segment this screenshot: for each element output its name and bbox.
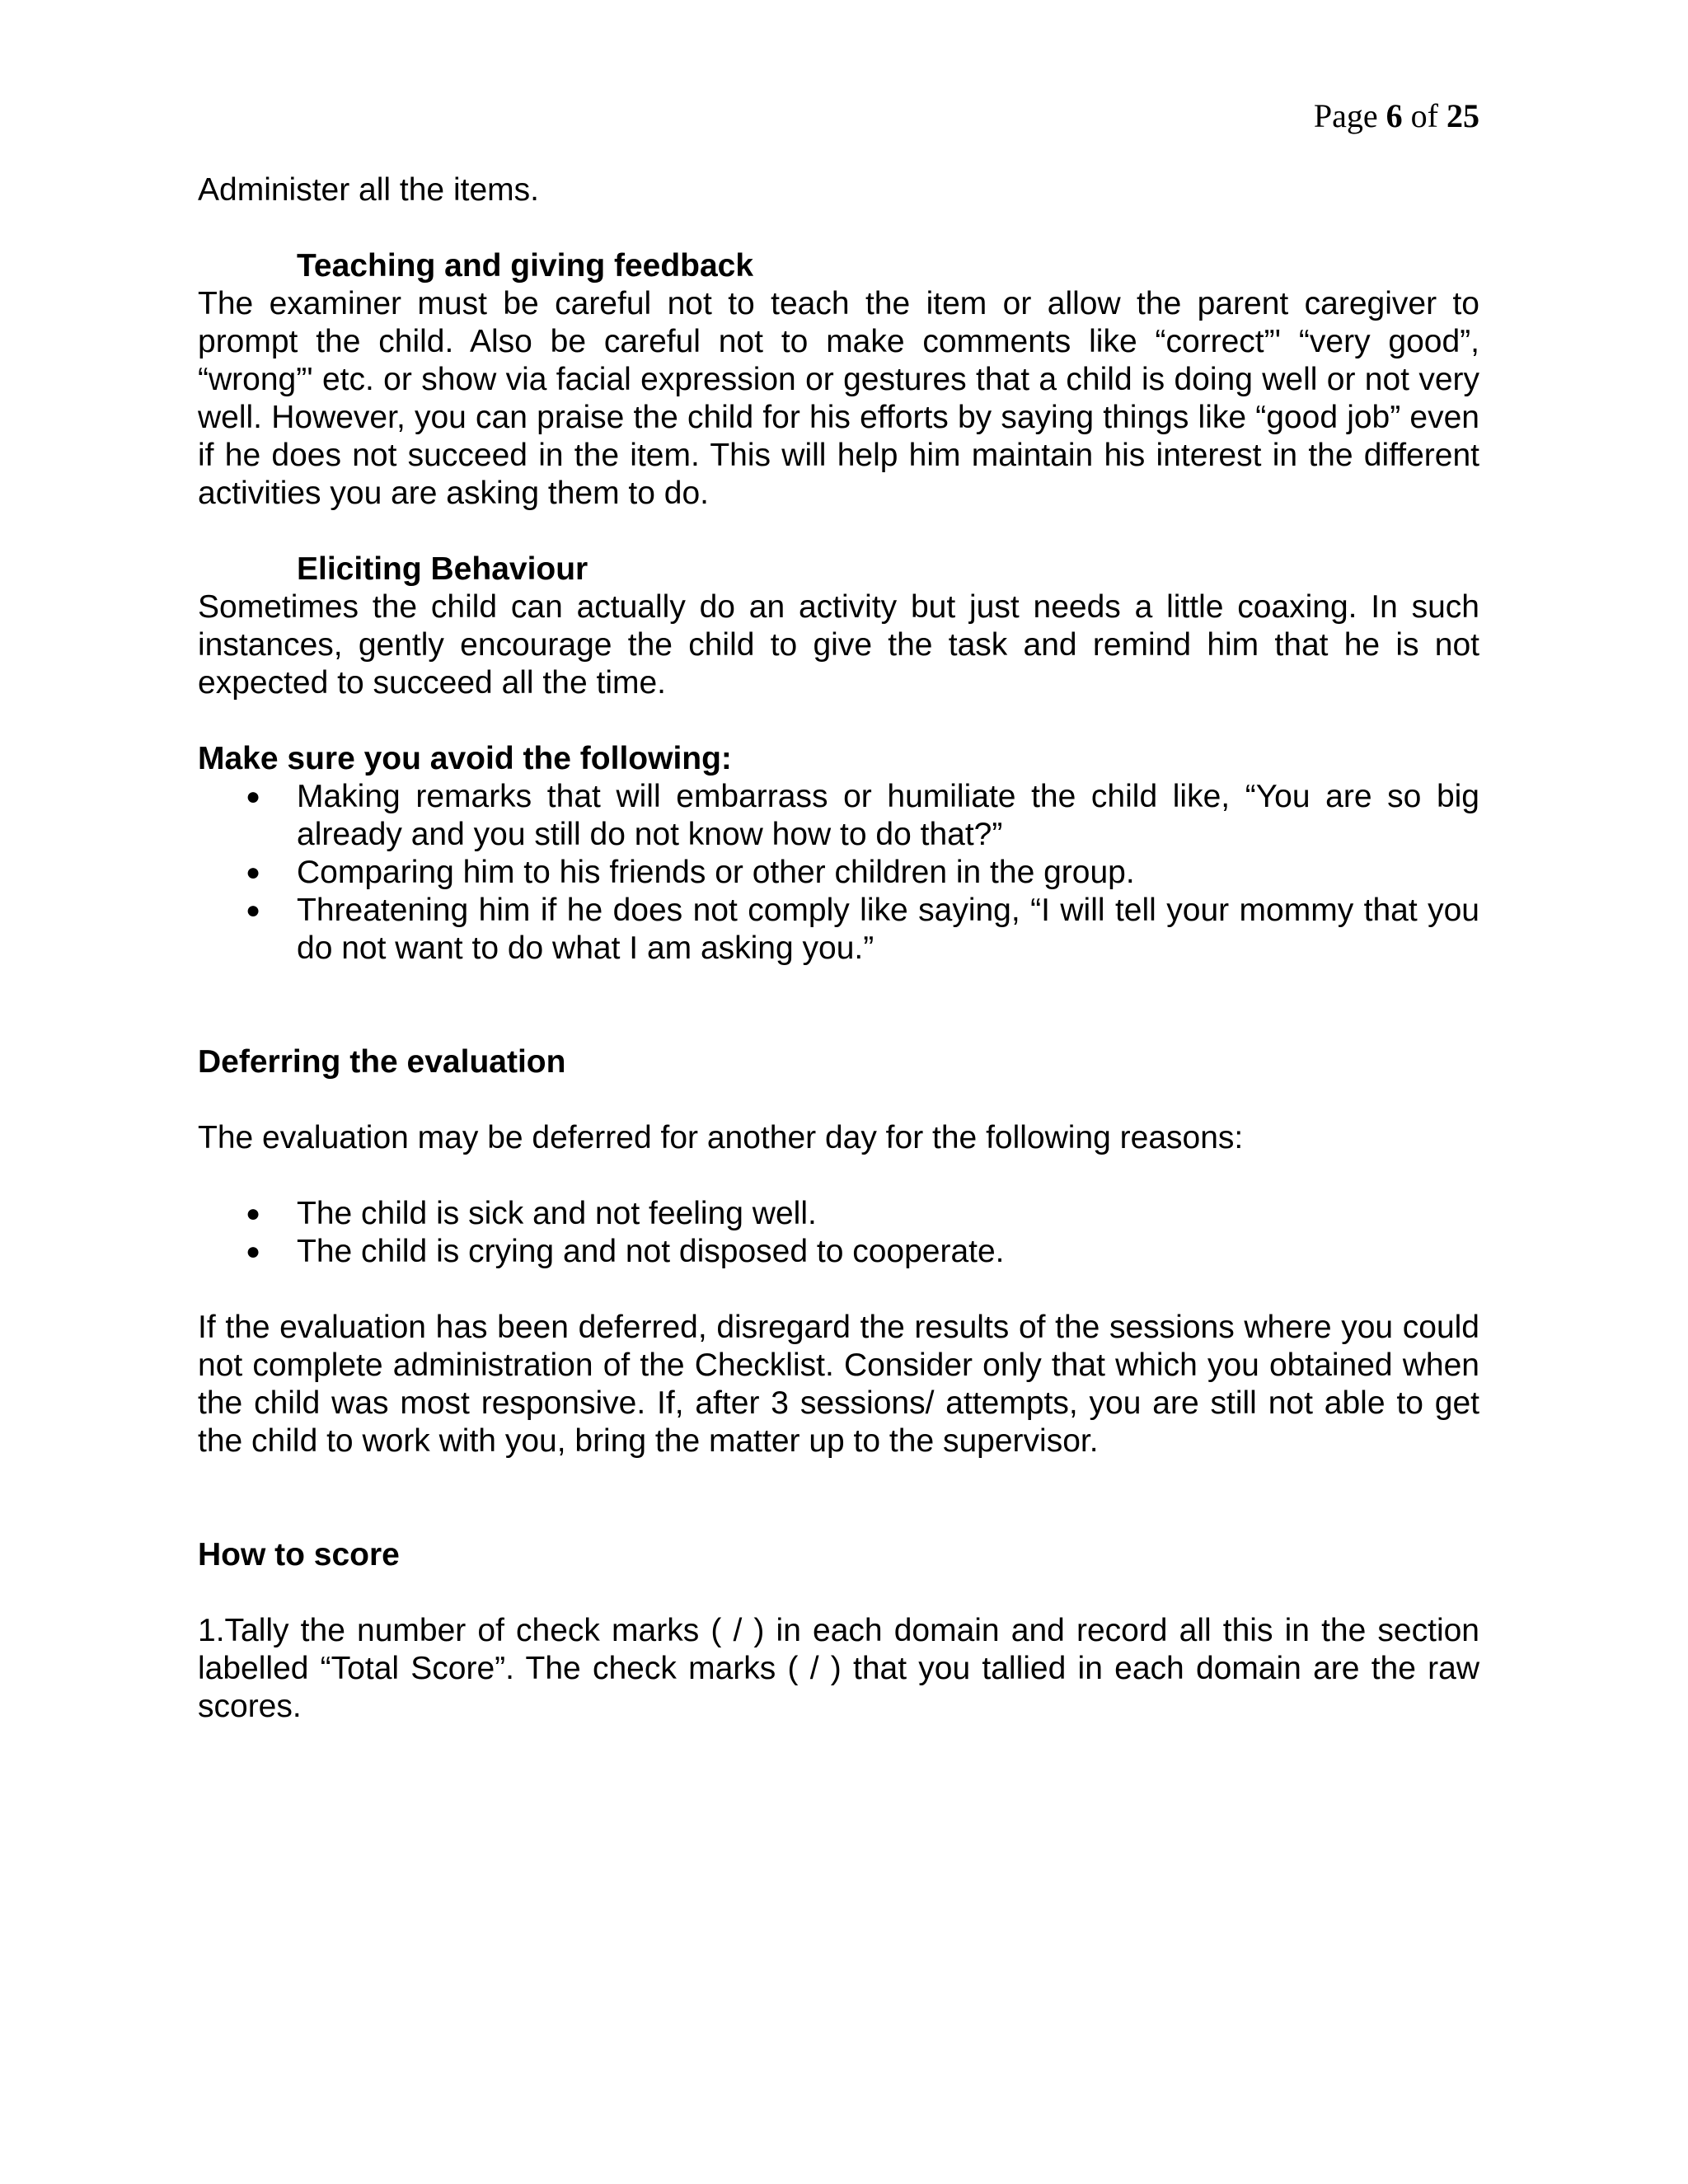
scoring-heading: How to score (198, 1537, 400, 1572)
teaching-heading: Teaching and giving feedback (297, 248, 754, 284)
bullet-icon: ● (246, 783, 261, 810)
list-item-text: The child is sick and not feeling well. (297, 1196, 817, 1231)
deferring-intro: The evaluation may be deferred for another day for the following reasons: (198, 1120, 1244, 1155)
list-item-text: The child is crying and not disposed to cooperate. (297, 1234, 1005, 1269)
bullet-icon: ● (246, 1238, 261, 1265)
deferring-list (198, 1195, 1479, 1271)
list-item (198, 854, 1479, 892)
eliciting-paragraph: Sometimes the child can actually do an activity but just needs a little coaxing. In such instances, gently encourage the child to give the task and remind him that he is not expected to succeed all the time. (198, 589, 1479, 701)
bullet-icon: ● (246, 859, 261, 886)
deferring-paragraph: If the evaluation has been deferred, disregard the results of the sessions where you could not complete administration of the Checklist. Consider only that which you obtained when the child was most responsive. If, after 3 sessions/ attempts, you are still not able to get the child to work with you, bring the matter up to the supervisor. (198, 1310, 1479, 1459)
page-number: 6 (1386, 97, 1403, 134)
scoring-paragraph: 1.Tally the number of check marks ( / ) in each domain and record all this in the section labelled “Total Score”. The check marks ( / ) that you tallied in each domain are the raw scores. (198, 1613, 1479, 1724)
list-item (198, 1233, 1479, 1271)
list-item-text: Making remarks that will embarrass or humiliate the child like, “You are so big already and you still do not know how to do that?” (297, 779, 1479, 852)
deferring-heading: Deferring the evaluation (198, 1044, 566, 1080)
page-of: of (1410, 97, 1438, 134)
page-total: 25 (1447, 97, 1479, 134)
list-item (198, 1195, 1479, 1233)
list-item-text: Threatening him if he does not comply like saying, “I will tell your mommy that you do not want to do what I am asking you.” (297, 893, 1479, 966)
avoid-heading: Make sure you avoid the following: (198, 741, 732, 776)
page-number-header (1314, 95, 1479, 138)
bullet-icon: ● (246, 897, 261, 924)
intro-paragraph: Administer all the items. (198, 172, 539, 208)
list-item-text: Comparing him to his friends or other children in the group. (297, 855, 1135, 890)
eliciting-heading: Eliciting Behaviour (297, 551, 588, 587)
teaching-paragraph: The examiner must be careful not to teach the item or allow the parent caregiver to prompt the child. Also be careful not to make comments like “correct”' “very good”, “wrong”' etc. or show via facial expression or gestures that a child is doing well or not very well. However, you can praise the child for his efforts by saying things like “good job” even if he does not succeed in the item. This will help him maintain his interest in the different activities you are asking them to do. (198, 286, 1479, 511)
page-prefix: Page (1313, 97, 1378, 134)
bullet-icon: ● (246, 1200, 261, 1227)
list-item (198, 892, 1479, 968)
list-item (198, 778, 1479, 854)
document-body (198, 171, 1479, 1726)
avoid-list (198, 778, 1479, 968)
